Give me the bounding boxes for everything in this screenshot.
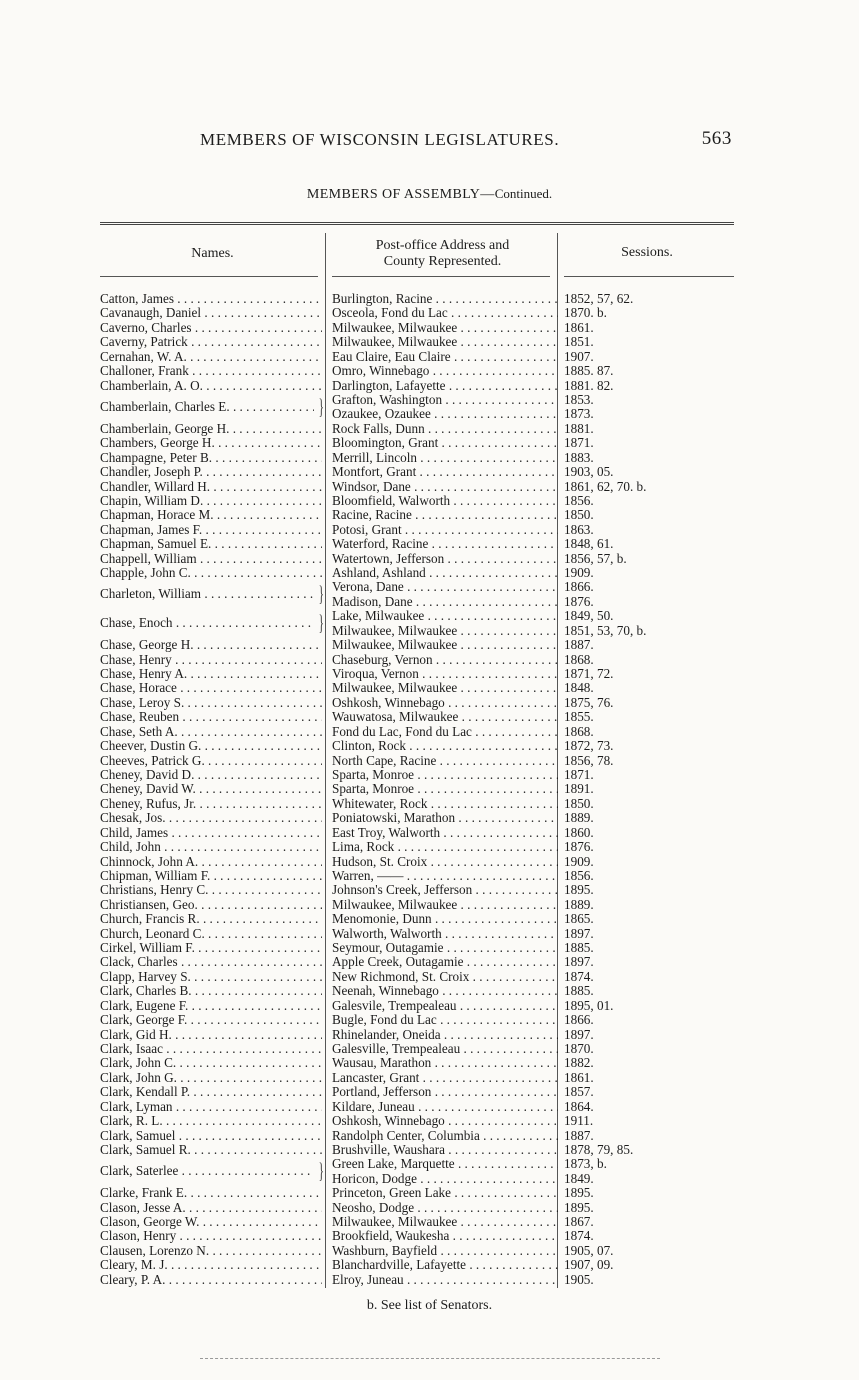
member-address: Montfort, Grant . . . xyxy=(332,465,558,479)
member-entry-multi xyxy=(0,580,859,609)
member-name: Cavanaugh, Daniel . . . xyxy=(100,306,322,320)
member-sessions: 1852, 57, 62. xyxy=(564,291,634,306)
footnote: b. See list of Senators. xyxy=(366,1298,493,1313)
member-name: Clarke, Frank E. . . . xyxy=(100,1186,322,1200)
column-header-names: Names. xyxy=(191,246,234,261)
member-name: Chapin, William D. . . . xyxy=(100,494,322,508)
member-sessions: 1856. xyxy=(564,492,594,508)
member-address: Ozaukee, Ozaukee . . . xyxy=(332,407,558,421)
member-address: Watertown, Jefferson . . . xyxy=(332,552,558,566)
member-name: Chamberlain, A. O. . . . xyxy=(100,379,322,393)
member-sessions: 1881. xyxy=(564,420,594,436)
member-sessions: 1849. xyxy=(564,1170,594,1186)
member-sessions: 1895. xyxy=(564,1199,594,1215)
member-address: Fond du Lac, Fond du Lac . . . xyxy=(332,725,558,739)
member-name: Clark, John G. . . . xyxy=(100,1071,322,1085)
member-address: Elroy, Juneau . . . xyxy=(332,1273,558,1287)
member-name: Chase, Henry . . . xyxy=(100,653,322,667)
member-name: Christiansen, Geo. . . . xyxy=(100,898,322,912)
member-address: Hudson, St. Croix . . . xyxy=(332,855,558,869)
member-name: Chamberlain, Charles E. . . . xyxy=(100,400,314,414)
member-entry xyxy=(0,292,859,306)
member-address: Apple Creek, Outagamie . . . xyxy=(332,955,558,969)
member-address: Galesvile, Trempealeau . . . xyxy=(332,999,558,1013)
member-address: Lake, Milwaukee . . . xyxy=(332,609,558,623)
member-sessions: 1909. xyxy=(564,853,594,869)
member-sessions: 1870. b. xyxy=(564,305,607,321)
member-sessions: 1853. xyxy=(564,391,594,407)
member-name: Child, James . . . xyxy=(100,826,322,840)
member-sessions: 1905, 07. xyxy=(564,1242,614,1258)
member-address: Kildare, Juneau . . . xyxy=(332,1100,558,1114)
member-sessions: 1907, 09. xyxy=(564,1257,614,1273)
member-sessions: 1895. xyxy=(564,1185,594,1201)
member-entry xyxy=(0,811,859,825)
member-entry xyxy=(0,552,859,566)
member-sessions: 1887. xyxy=(564,1127,594,1143)
member-sessions: 1876. xyxy=(564,839,594,855)
member-sessions: 1848. xyxy=(564,680,594,696)
member-name: Clark, John C. . . . xyxy=(100,1056,322,1070)
member-entry xyxy=(0,321,859,335)
member-name: Challoner, Frank . . . xyxy=(100,364,322,378)
column-header-address-line1: Post-office Address and xyxy=(375,238,510,253)
member-sessions: 1863. xyxy=(564,521,594,537)
section-continued: Continued. xyxy=(494,186,553,201)
member-name: Cheney, David D. . . . xyxy=(100,768,322,782)
member-sessions: 1885. 87. xyxy=(564,363,614,379)
member-sessions: 1897. xyxy=(564,925,594,941)
member-name: Clason, George W. . . . xyxy=(100,1215,322,1229)
member-entry xyxy=(0,912,859,926)
member-entry xyxy=(0,306,859,320)
bottom-rule xyxy=(200,1358,660,1359)
member-sessions: 1867. xyxy=(564,1214,594,1230)
member-sessions: 1868. xyxy=(564,651,594,667)
member-address: Blanchardville, Lafayette . . . xyxy=(332,1258,558,1272)
member-entry xyxy=(0,1071,859,1085)
member-address: Grafton, Washington . . . xyxy=(332,393,558,407)
member-sessions: 1872, 73. xyxy=(564,738,614,754)
member-entry xyxy=(0,379,859,393)
member-entry xyxy=(0,508,859,522)
member-entry xyxy=(0,335,859,349)
member-sub-row xyxy=(0,580,859,594)
member-entry xyxy=(0,955,859,969)
member-address: East Troy, Walworth . . . xyxy=(332,826,558,840)
brace-mark: } xyxy=(318,610,324,636)
table-top-rule xyxy=(100,222,734,225)
member-sessions: 1871. xyxy=(564,435,594,451)
member-entry xyxy=(0,1143,859,1157)
member-address: Windsor, Dane . . . xyxy=(332,480,558,494)
member-entry xyxy=(0,768,859,782)
member-sessions: 1895, 01. xyxy=(564,997,614,1013)
member-address: Verona, Dane . . . xyxy=(332,580,558,594)
member-entry xyxy=(0,1258,859,1272)
member-name: Chapple, John C. . . . xyxy=(100,566,322,580)
member-address: Darlington, Lafayette . . . xyxy=(332,379,558,393)
member-name: Charleton, William . . . xyxy=(100,587,314,601)
member-sessions: 1876. xyxy=(564,593,594,609)
member-sub-row xyxy=(0,1172,859,1186)
member-sessions: 1857. xyxy=(564,1084,594,1100)
member-sub-row xyxy=(0,595,859,609)
member-sessions: 1849, 50. xyxy=(564,608,614,624)
member-entry xyxy=(0,984,859,998)
member-entry xyxy=(0,1085,859,1099)
member-name: Chapman, James F. . . . xyxy=(100,523,322,537)
member-sessions: 1866. xyxy=(564,1012,594,1028)
member-sessions: 1874. xyxy=(564,1228,594,1244)
member-address: Waterford, Racine . . . xyxy=(332,537,558,551)
member-entry xyxy=(0,826,859,840)
member-entry xyxy=(0,1215,859,1229)
member-sessions: 1873, b. xyxy=(564,1156,607,1172)
member-sessions: 1875, 76. xyxy=(564,694,614,710)
member-name: Clapp, Harvey S. . . . xyxy=(100,970,322,984)
member-address: Viroqua, Vernon . . . xyxy=(332,667,558,681)
member-name: Clark, Saterlee . . . xyxy=(100,1164,314,1178)
member-entry-multi xyxy=(0,393,859,422)
member-address: Eau Claire, Eau Claire . . . xyxy=(332,350,558,364)
member-name: Church, Leonard C. . . . xyxy=(100,927,322,941)
member-name: Chandler, Willard H. . . . xyxy=(100,480,322,494)
member-sessions: 1855. xyxy=(564,709,594,725)
member-sub-row xyxy=(0,1157,859,1171)
member-address: Clinton, Rock . . . xyxy=(332,739,558,753)
member-address: Milwaukee, Milwaukee . . . xyxy=(332,335,558,349)
member-address: North Cape, Racine . . . xyxy=(332,754,558,768)
member-address: Seymour, Outagamie . . . xyxy=(332,941,558,955)
member-name: Chapman, Samuel E. . . . xyxy=(100,537,322,551)
member-entry xyxy=(0,537,859,551)
member-entry xyxy=(0,898,859,912)
member-name: Chambers, George H. . . . xyxy=(100,436,322,450)
member-name: Clark, George F. . . . xyxy=(100,1013,322,1027)
member-name: Chase, Enoch . . . xyxy=(100,616,314,630)
member-address: Randolph Center, Columbia . . . xyxy=(332,1129,558,1143)
member-sessions: 1874. xyxy=(564,968,594,984)
member-entry xyxy=(0,494,859,508)
member-name: Clason, Jesse A. . . . xyxy=(100,1201,322,1215)
member-entry xyxy=(0,436,859,450)
column-header-address xyxy=(328,238,557,270)
member-name: Chase, Seth A. . . . xyxy=(100,725,322,739)
member-address: Johnson's Creek, Jefferson . . . xyxy=(332,883,558,897)
member-address: Portland, Jefferson . . . xyxy=(332,1085,558,1099)
member-address: Neosho, Dodge . . . xyxy=(332,1201,558,1215)
member-name: Cheever, Dustin G. . . . xyxy=(100,739,322,753)
member-sessions: 1881. 82. xyxy=(564,377,614,393)
member-sessions: 1856. xyxy=(564,867,594,883)
member-entry xyxy=(0,855,859,869)
header-rule-names xyxy=(100,276,318,277)
member-address: Madison, Dane . . . xyxy=(332,595,558,609)
member-sessions: 1878, 79, 85. xyxy=(564,1141,634,1157)
member-sessions: 1856, 57, b. xyxy=(564,550,627,566)
member-address: New Richmond, St. Croix . . . xyxy=(332,970,558,984)
member-name: Clark, Charles B. . . . xyxy=(100,984,322,998)
member-entry xyxy=(0,1186,859,1200)
member-entry xyxy=(0,1114,859,1128)
member-sessions: 1903, 05. xyxy=(564,464,614,480)
member-sub-row xyxy=(0,393,859,407)
member-entry xyxy=(0,999,859,1013)
member-name: Chase, George H. . . . xyxy=(100,638,322,652)
column-header-address-line2: County Represented. xyxy=(383,254,502,269)
member-name: Chase, Leroy S. . . . xyxy=(100,696,322,710)
member-address: Milwaukee, Milwaukee . . . xyxy=(332,898,558,912)
member-address: Poniatowski, Marathon . . . xyxy=(332,811,558,825)
member-address: Green Lake, Marquette . . . xyxy=(332,1157,558,1171)
member-name: Chamberlain, George H. . . . xyxy=(100,422,322,436)
member-sessions: 1889. xyxy=(564,896,594,912)
member-sessions: 1868. xyxy=(564,723,594,739)
member-entry xyxy=(0,1201,859,1215)
member-address: Bloomfield, Walworth . . . xyxy=(332,494,558,508)
member-sessions: 1861. xyxy=(564,1069,594,1085)
member-entry xyxy=(0,350,859,364)
member-name: Clark, Lyman . . . xyxy=(100,1100,322,1114)
member-name: Cleary, P. A. . . . xyxy=(100,1273,322,1287)
member-sessions: 1882. xyxy=(564,1055,594,1071)
member-address: Wausau, Marathon . . . xyxy=(332,1056,558,1070)
member-name: Cleary, M. J. . . . xyxy=(100,1258,322,1272)
member-sessions: 1850. xyxy=(564,795,594,811)
member-sessions: 1885. xyxy=(564,983,594,999)
member-entry xyxy=(0,1056,859,1070)
member-entry xyxy=(0,869,859,883)
member-entry xyxy=(0,422,859,436)
member-address: Bloomington, Grant . . . xyxy=(332,436,558,450)
member-name: Clark, R. L. . . . xyxy=(100,1114,322,1128)
member-name: Clark, Gid H. . . . xyxy=(100,1028,322,1042)
member-entry xyxy=(0,566,859,580)
member-address: Menomonie, Dunn . . . xyxy=(332,912,558,926)
member-entry xyxy=(0,1129,859,1143)
member-address: Walworth, Walworth . . . xyxy=(332,927,558,941)
member-sessions: 1861, 62, 70. b. xyxy=(564,478,647,494)
member-name: Clark, Samuel R. . . . xyxy=(100,1143,322,1157)
member-address: Washburn, Bayfield . . . xyxy=(332,1244,558,1258)
member-sub-row xyxy=(0,624,859,638)
member-entry xyxy=(0,782,859,796)
members-table xyxy=(0,292,859,1287)
section-title-text: MEMBERS OF ASSEMBLY— xyxy=(306,187,495,202)
member-entry-multi xyxy=(0,609,859,638)
member-sessions: 1897. xyxy=(564,1026,594,1042)
member-entry xyxy=(0,696,859,710)
member-entry xyxy=(0,638,859,652)
member-name: Cirkel, William F. . . . xyxy=(100,941,322,955)
member-address: Chaseburg, Vernon . . . xyxy=(332,653,558,667)
member-address: Rhinelander, Oneida . . . xyxy=(332,1028,558,1042)
member-name: Clason, Henry . . . xyxy=(100,1229,322,1243)
member-name: Champagne, Peter B. . . . xyxy=(100,451,322,465)
running-title: MEMBERS OF WISCONSIN LEGISLATURES. xyxy=(200,130,560,149)
member-address: Bugle, Fond du Lac . . . xyxy=(332,1013,558,1027)
member-sessions: 1864. xyxy=(564,1098,594,1114)
brace-mark: } xyxy=(318,1158,324,1184)
brace-mark: } xyxy=(318,581,324,607)
member-name: Cheeves, Patrick G. . . . xyxy=(100,754,322,768)
member-entry xyxy=(0,1013,859,1027)
member-entry xyxy=(0,725,859,739)
member-address: Osceola, Fond du Lac . . . xyxy=(332,306,558,320)
member-entry xyxy=(0,739,859,753)
member-name: Christians, Henry C. . . . xyxy=(100,883,322,897)
member-sessions: 1891. xyxy=(564,781,594,797)
member-address: Lancaster, Grant . . . xyxy=(332,1071,558,1085)
member-address: Neenah, Winnebago . . . xyxy=(332,984,558,998)
member-sessions: 1871. xyxy=(564,766,594,782)
member-entry xyxy=(0,681,859,695)
member-sub-row xyxy=(0,609,859,623)
member-name: Chipman, William F. . . . xyxy=(100,869,322,883)
member-name: Chase, Reuben . . . xyxy=(100,710,322,724)
member-address: Burlington, Racine . . . xyxy=(332,292,558,306)
member-entry xyxy=(0,1042,859,1056)
member-name: Caverno, Charles . . . xyxy=(100,321,322,335)
member-entry xyxy=(0,754,859,768)
member-entry xyxy=(0,1244,859,1258)
member-name: Church, Francis R. . . . xyxy=(100,912,322,926)
member-name: Clack, Charles . . . xyxy=(100,955,322,969)
member-sessions: 1905. xyxy=(564,1271,594,1287)
member-name: Clark, Eugene F. . . . xyxy=(100,999,322,1013)
member-address: Warren, —— . . . xyxy=(332,869,558,883)
member-entry xyxy=(0,653,859,667)
member-sessions: 1873. xyxy=(564,406,594,422)
member-sessions: 1861. xyxy=(564,319,594,335)
member-sessions: 1856, 78. xyxy=(564,752,614,768)
member-address: Milwaukee, Milwaukee . . . xyxy=(332,321,558,335)
member-address: Brushville, Waushara . . . xyxy=(332,1143,558,1157)
member-sessions: 1860. xyxy=(564,824,594,840)
member-name: Clark, Isaac . . . xyxy=(100,1042,322,1056)
member-address: Rock Falls, Dunn . . . xyxy=(332,422,558,436)
member-sessions: 1850. xyxy=(564,507,594,523)
member-sessions: 1885. xyxy=(564,940,594,956)
member-name: Chinnock, John A. . . . xyxy=(100,855,322,869)
member-name: Chase, Horace . . . xyxy=(100,681,322,695)
member-sessions: 1889. xyxy=(564,810,594,826)
member-address: Princeton, Green Lake . . . xyxy=(332,1186,558,1200)
member-sub-row xyxy=(0,407,859,421)
member-address: Oshkosh, Winnebago . . . xyxy=(332,1114,558,1128)
member-name: Cheney, Rufus, Jr. . . . xyxy=(100,797,322,811)
member-sessions: 1895. xyxy=(564,882,594,898)
member-sessions: 1866. xyxy=(564,579,594,595)
member-name: Clark, Samuel . . . xyxy=(100,1129,322,1143)
header-rule-address xyxy=(332,276,550,277)
member-sessions: 1911. xyxy=(564,1113,594,1129)
member-name: Catton, James . . . xyxy=(100,292,322,306)
member-address: Ashland, Ashland . . . xyxy=(332,566,558,580)
member-address: Galesville, Trempealeau . . . xyxy=(332,1042,558,1056)
member-sessions: 1871, 72. xyxy=(564,666,614,682)
member-entry xyxy=(0,523,859,537)
member-address: Milwaukee, Milwaukee . . . xyxy=(332,624,558,638)
member-entry xyxy=(0,465,859,479)
member-address: Milwaukee, Milwaukee . . . xyxy=(332,1215,558,1229)
member-address: Lima, Rock . . . xyxy=(332,840,558,854)
member-address: Sparta, Monroe . . . xyxy=(332,782,558,796)
brace-mark: } xyxy=(318,393,324,419)
member-address: Omro, Winnebago . . . xyxy=(332,364,558,378)
member-name: Chandler, Joseph P. . . . xyxy=(100,465,322,479)
member-sessions: 1897. xyxy=(564,954,594,970)
member-sessions: 1907. xyxy=(564,348,594,364)
member-sessions: 1887. xyxy=(564,637,594,653)
page-number: 563 xyxy=(701,128,732,149)
member-address: Merrill, Lincoln . . . xyxy=(332,451,558,465)
member-entry xyxy=(0,710,859,724)
member-entry xyxy=(0,1028,859,1042)
member-sessions: 1865. xyxy=(564,911,594,927)
member-entry-multi xyxy=(0,1157,859,1186)
member-entry xyxy=(0,970,859,984)
member-entry xyxy=(0,1273,859,1287)
member-address: Whitewater, Rock . . . xyxy=(332,797,558,811)
member-entry xyxy=(0,927,859,941)
member-sessions: 1883. xyxy=(564,449,594,465)
member-sessions: 1848, 61. xyxy=(564,536,614,552)
section-title xyxy=(0,186,859,203)
member-name: Chesak, Jos. . . . xyxy=(100,811,322,825)
member-address: Milwaukee, Milwaukee . . . xyxy=(332,681,558,695)
member-address: Oshkosh, Winnebago . . . xyxy=(332,696,558,710)
running-header xyxy=(200,130,740,154)
member-entry xyxy=(0,1229,859,1243)
member-entry xyxy=(0,451,859,465)
member-entry xyxy=(0,797,859,811)
column-header-sessions: Sessions. xyxy=(621,245,673,260)
member-name: Chappell, William . . . xyxy=(100,552,322,566)
member-entry xyxy=(0,1100,859,1114)
member-name: Cernahan, W. A. . . . xyxy=(100,350,322,364)
member-name: Cheney, David W. . . . xyxy=(100,782,322,796)
member-name: Chapman, Horace M. . . . xyxy=(100,508,322,522)
member-address: Wauwatosa, Milwaukee . . . xyxy=(332,710,558,724)
member-name: Caverny, Patrick . . . xyxy=(100,335,322,349)
member-name: Child, John . . . xyxy=(100,840,322,854)
member-address: Potosi, Grant . . . xyxy=(332,523,558,537)
member-sessions: 1909. xyxy=(564,565,594,581)
member-name: Clark, Kendall P. . . . xyxy=(100,1085,322,1099)
member-entry xyxy=(0,364,859,378)
member-entry xyxy=(0,480,859,494)
member-sessions: 1870. xyxy=(564,1040,594,1056)
member-name: Chase, Henry A. . . . xyxy=(100,667,322,681)
header-rule-sessions xyxy=(564,276,734,277)
member-entry xyxy=(0,941,859,955)
member-entry xyxy=(0,883,859,897)
member-address: Sparta, Monroe . . . xyxy=(332,768,558,782)
member-address: Milwaukee, Milwaukee . . . xyxy=(332,638,558,652)
member-address: Racine, Racine . . . xyxy=(332,508,558,522)
member-entry xyxy=(0,667,859,681)
member-address: Horicon, Dodge . . . xyxy=(332,1172,558,1186)
member-sessions: 1851, 53, 70, b. xyxy=(564,622,647,638)
member-name: Clausen, Lorenzo N. . . . xyxy=(100,1244,322,1258)
member-address: Brookfield, Waukesha . . . xyxy=(332,1229,558,1243)
member-sessions: 1851. xyxy=(564,334,594,350)
member-entry xyxy=(0,840,859,854)
